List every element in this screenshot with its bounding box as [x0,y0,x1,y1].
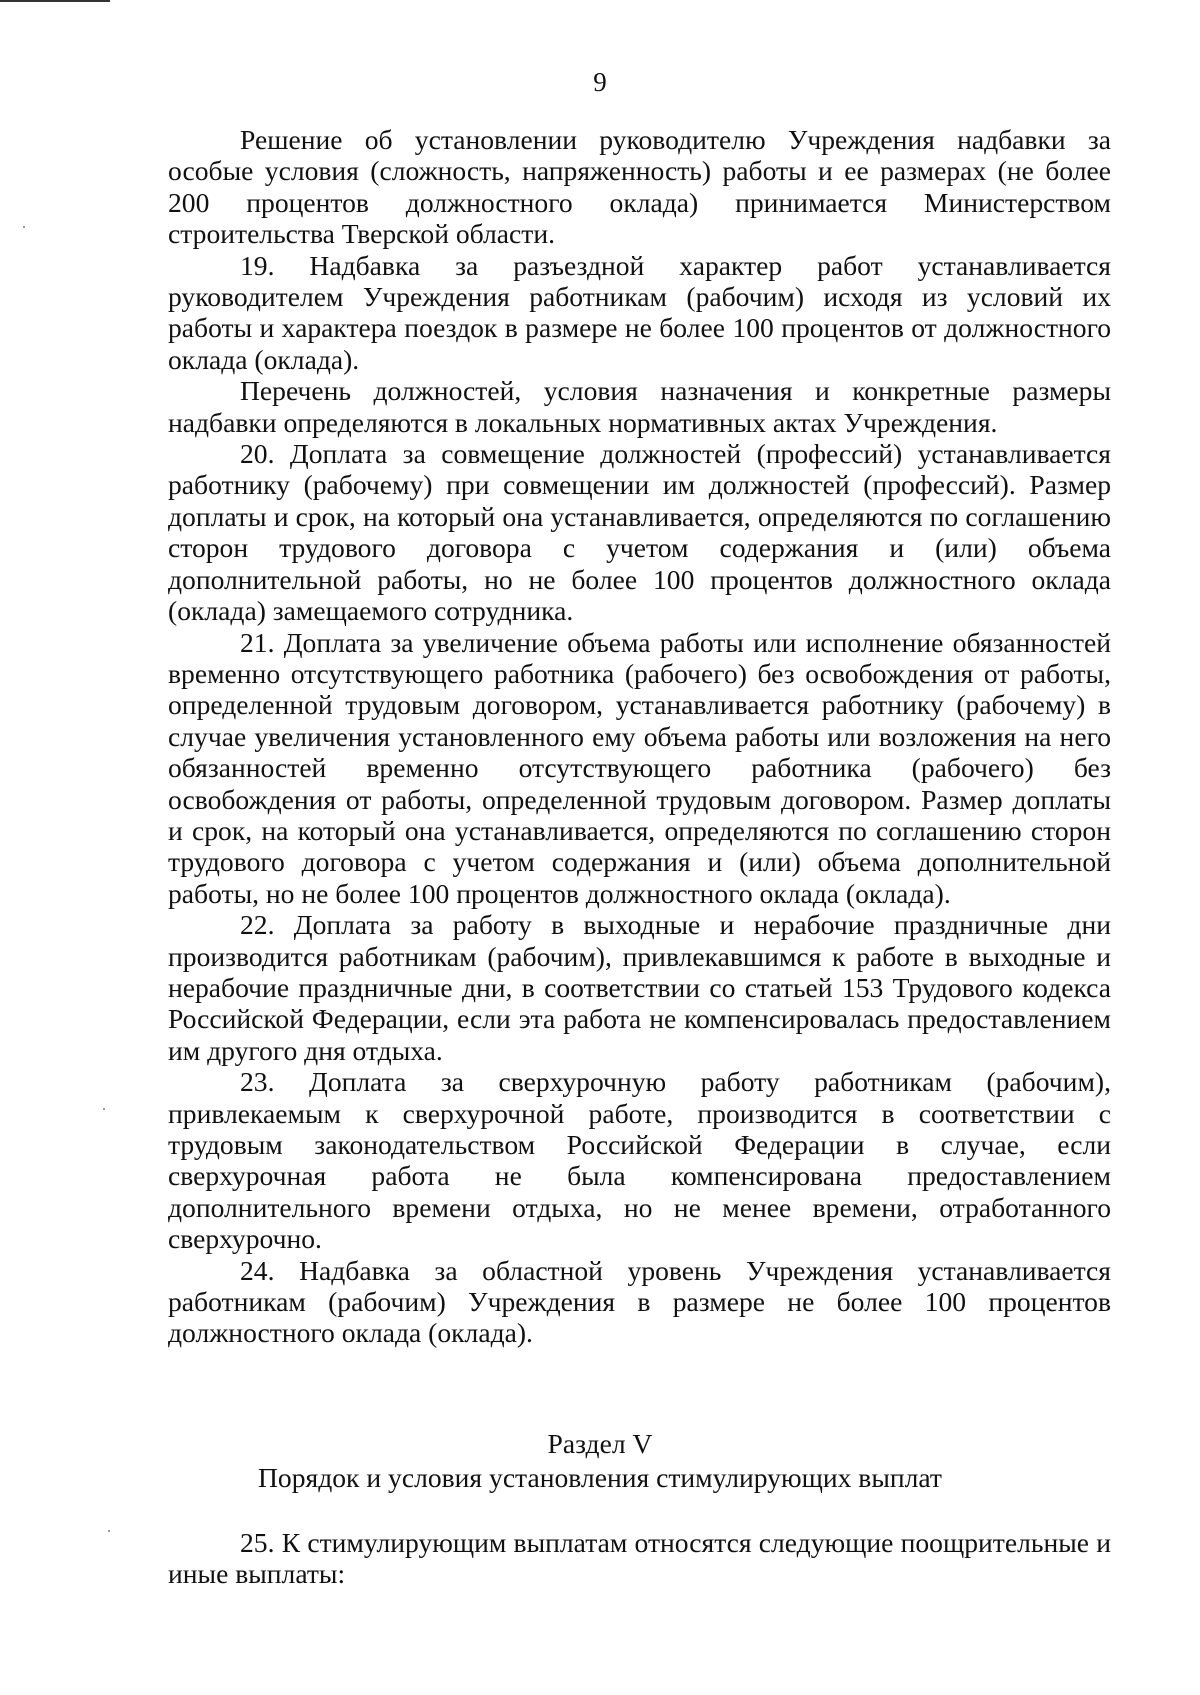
paragraph-decision-allowance: Решение об установлении руководителю Учреждения надбавки за особые условия (сложность, напряженность) работы и ее размерах (не более 200 процентов должностного оклада) принимается Министерством строительства Тверской области. [168,124,1111,250]
paragraph-21: 21. Доплата за увеличение объема работы или исполнение обязанностей временно отсутствующего работника (рабочего) без освобождения от работы, определенной трудовым договором, устанавливается работнику (рабочему) в случае увеличения установленного ему объема работы или возложения на него обязанностей временно отсутствующего работника (рабочего) без освобождения от работы, определенной трудовым договором. Размер доплаты и срок, на который она устанавливается, определяются по соглашению сторон трудового договора с учетом содержания и (или) объема дополнительной работы, но не более 100 процентов должностного оклада (оклада). [168,626,1111,909]
paragraph-25: 25. К стимулирующим выплатам относятся следующие поощрительные и иные выплаты: [168,1527,1111,1590]
scan-speck [103,1108,105,1110]
scan-edge-mark [0,0,110,2]
scan-speck [108,1530,110,1532]
document-body-continued [168,1527,1111,1590]
paragraph-20: 20. Доплата за совмещение должностей (профессий) устанавливается работнику (рабочему) при совмещении им должностей (профессий). Размер доплаты и срок, на который она устанавливается, определяются по соглашению сторон трудового договора с учетом содержания и (или) объема дополнительной работы, но не более 100 процентов должностного оклада (оклада) замещаемого сотрудника. [168,438,1111,627]
section-title: Порядок и условия установления стимулирующих выплат [258,1462,942,1493]
scan-speck [23,226,25,228]
paragraph-23: 23. Доплата за сверхурочную работу работникам (рабочим), привлекаемым к сверхурочной работе, производится в соответствии с трудовым законодательством Российской Федерации в случае, если сверхурочная работа не была компенсирована предоставлением дополнительного времени отдыха, но не менее времени, отработанного сверхурочно. [168,1066,1111,1255]
page-number: 9 [593,67,607,97]
paragraph-list-of-positions: Перечень должностей, условия назначения и конкретные размеры надбавки определяются в локальных нормативных актах Учреждения. [168,375,1111,438]
section-label: Раздел V [547,1428,653,1459]
document-body [168,124,1111,1349]
paragraph-19: 19. Надбавка за разъездной характер работ устанавливается руководителем Учреждения работникам (рабочим) исходя из условий их работы и характера поездок в размере не более 100 процентов от должностного оклада (оклада). [168,249,1111,375]
paragraph-22: 22. Доплата за работу в выходные и нерабочие праздничные дни производится работникам (рабочим), привлекавшимся к работе в выходные и нерабочие праздничные дни, в соответствии со статьей 153 Трудового кодекса Российской Федерации, если эта работа не компенсировалась предоставлением им другого дня отдыха. [168,909,1111,1066]
paragraph-24: 24. Надбавка за областной уровень Учреждения устанавливается работникам (рабочим) Учреждения в размере не более 100 процентов должностного оклада (оклада). [168,1254,1111,1349]
